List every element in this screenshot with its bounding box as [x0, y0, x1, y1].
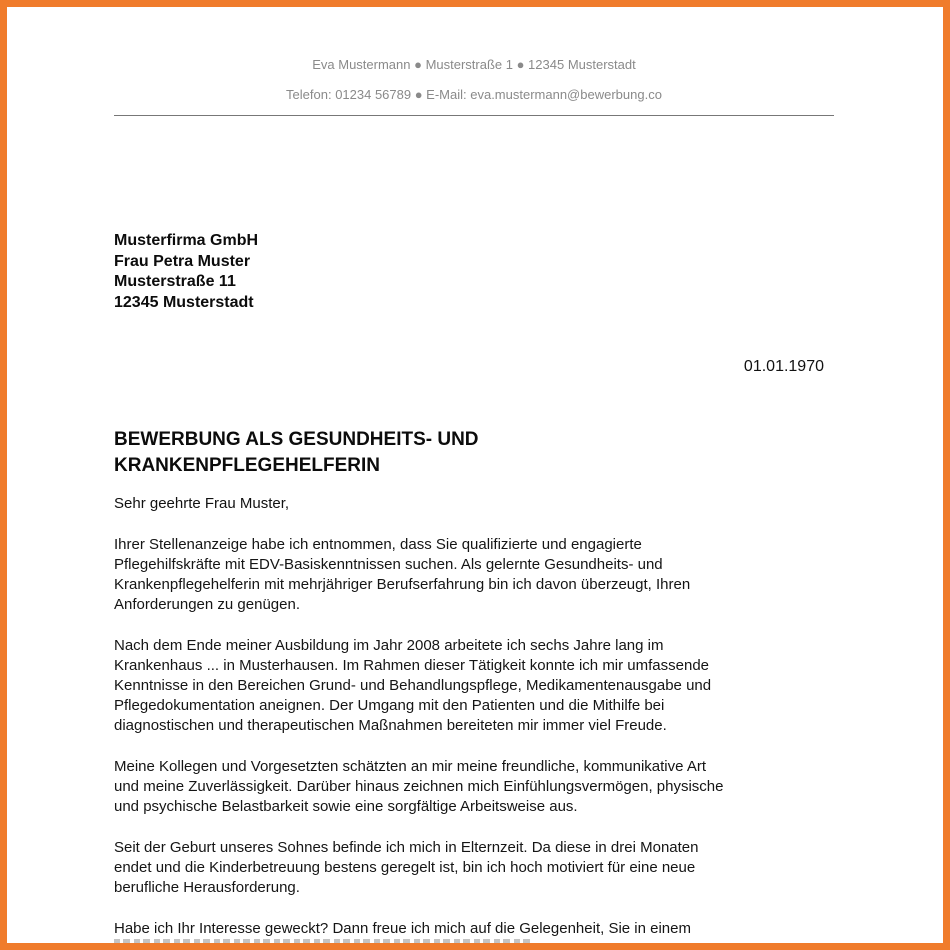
- paragraph-line: Pflegehilfskräfte mit EDV-Basiskenntnissen suchen. Als gelernte Gesundheits- und: [114, 556, 663, 573]
- paragraph-line: diagnostischen und therapeutischen Maßnahmen bereiteten mir immer viel Freude.: [114, 717, 667, 734]
- body-paragraph: [114, 757, 724, 817]
- recipient-city: 12345 Musterstadt: [114, 293, 254, 311]
- recipient-company: Musterfirma GmbH: [114, 232, 259, 249]
- paragraph-line: Meine Kollegen und Vorgesetzten schätzten an mir meine freundliche, kommunikative Art: [114, 758, 706, 775]
- paragraph-line: und meine Zuverlässigkeit. Darüber hinaus zeichnen mich Einfühlungsvermögen, physische: [114, 778, 724, 795]
- paragraph-line: Krankenhaus ... in Musterhausen. Im Rahmen dieser Tätigkeit konnte ich mir umfassende: [114, 657, 710, 674]
- recipient-street: Musterstraße 11: [114, 273, 236, 290]
- paragraph-line: berufliche Herausforderung.: [114, 879, 300, 896]
- body-paragraph: [114, 919, 691, 939]
- paragraph-line: endet und die Kinderbetreuung bestens geregelt ist, bin ich hoch motiviert für eine neue: [114, 859, 696, 876]
- recipient-contact: Frau Petra Muster: [114, 252, 251, 270]
- paragraph-line: Pflegedokumentation aneignen. Der Umgang mit den Patienten und die Mithilfe bei: [114, 697, 665, 714]
- paragraph-line: Nach dem Ende meiner Ausbildung im Jahr 2008 arbeitete ich sechs Jahre lang im: [114, 637, 664, 654]
- letter-date: 01.01.1970: [743, 358, 824, 375]
- header-divider: [114, 115, 834, 116]
- body-paragraph: [114, 535, 690, 615]
- salutation: Sehr geehrte Frau Muster,: [114, 495, 290, 512]
- paragraph-line: Anforderungen zu genügen.: [114, 596, 300, 613]
- cropped-text-line: [114, 939, 534, 945]
- paragraph-line: Kenntnisse in den Bereichen Grund- und Behandlungspflege, Medikamentenausgabe und: [114, 677, 712, 694]
- paragraph-line: Ihrer Stellenanzeige habe ich entnommen, dass Sie qualifizierte und engagierte: [114, 536, 642, 553]
- letter-subject: [114, 427, 479, 479]
- paragraph-line: Seit der Geburt unseres Sohnes befinde ich mich in Elternzeit. Da diese in drei Monaten: [114, 839, 699, 856]
- recipient-address-block: [114, 231, 258, 313]
- letter-page: [7, 7, 943, 943]
- subject-line: KRANKENPFLEGEHELFERIN: [114, 455, 381, 476]
- paragraph-line: Habe ich Ihr Interesse geweckt? Dann freue ich mich auf die Gelegenheit, Sie in einem: [114, 920, 691, 937]
- subject-line: BEWERBUNG ALS GESUNDHEITS- UND: [114, 429, 479, 450]
- sender-contact-line: Telefon: 01234 56789 ● E-Mail: eva.mustermann@bewerbung.co: [286, 87, 662, 102]
- cropped-text-fragment: [114, 939, 534, 945]
- body-paragraph: [114, 636, 711, 736]
- paragraph-line: Krankenpflegehelferin mit mehrjähriger Berufserfahrung bin ich davon überzeugt, Ihren: [114, 576, 691, 593]
- sender-address-line: Eva Mustermann ● Musterstraße 1 ● 12345 Musterstadt: [312, 57, 636, 72]
- paragraph-line: und psychische Belastbarkeit sowie eine sorgfältige Arbeitsweise aus.: [114, 798, 578, 815]
- body-paragraph: [114, 838, 699, 898]
